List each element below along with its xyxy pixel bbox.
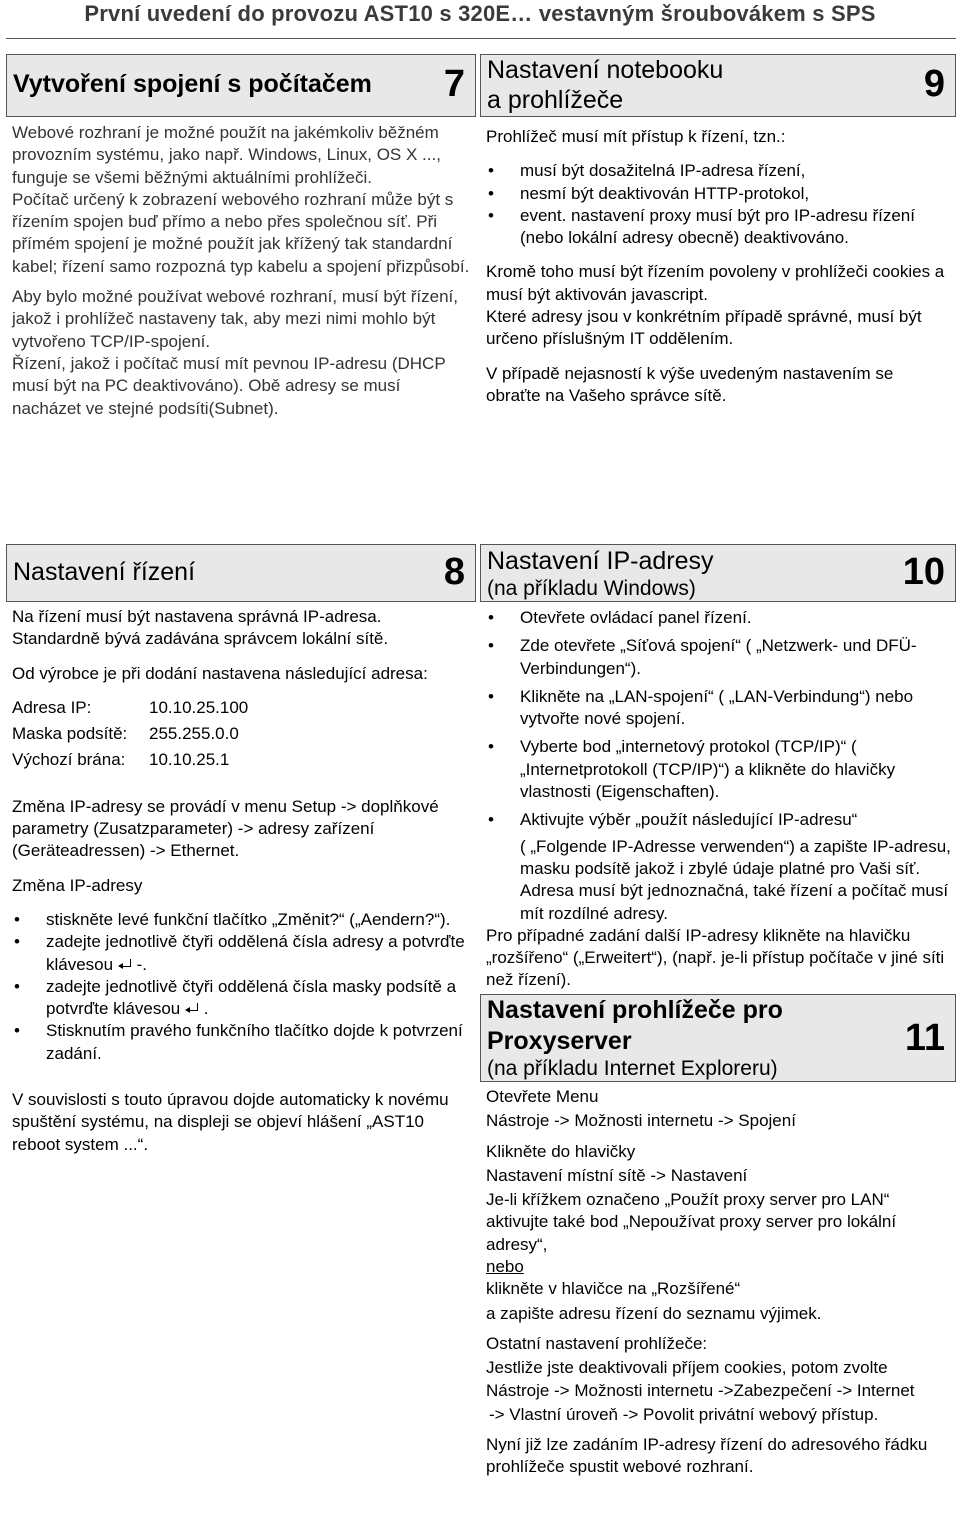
section-8-para-2: Od výrobce je při dodání nastavena následující adresa: <box>12 663 428 683</box>
section-8-para-4: Změna IP-adresy <box>12 875 143 895</box>
section-7-para-4: Řízení, jakož i počítač musí mít pevnou IP-adresu (DHCP musí být na PC deaktivováno). Obě adresy se musí nacházet ve stejné podsíti(Subnet). <box>12 353 446 418</box>
list-item-text: zadejte jednotlivě čtyři oddělená čísla masky podsítě a potvrďte klávesou <box>46 976 457 1019</box>
section-7-body <box>12 122 472 420</box>
subnet-mask-row <box>12 723 472 745</box>
list-item-text-end: -. <box>136 954 147 974</box>
section-9-number: 9 <box>923 63 945 105</box>
section-8-steps-list <box>12 909 472 1065</box>
section-9-intro: Prohlížeč musí mít přístup k řízení, tzn.: <box>486 127 786 146</box>
section-9-body <box>486 126 952 407</box>
section-11-line-9: Ostatní nastavení prohlížeče: <box>486 1333 708 1353</box>
section-7-header <box>6 54 476 117</box>
section-8-para-5: V souvislosti s touto úpravou dojde automaticky k novému spuštění systému, na displeji se objeví hlášení „AST10 reboot system ...“. <box>12 1090 449 1154</box>
section-10-header <box>480 544 956 602</box>
section-10-subtitle: (na příkladu Windows) <box>487 577 696 600</box>
section-11-line-6: nebo <box>486 1257 524 1277</box>
section-10-title: Nastavení IP-adresy <box>487 547 714 575</box>
section-8-para-3: Změna IP-adresy se provádí v menu Setup -> doplňkové parametry (Zusatzparameter) -> adresy zařízení (Geräteadressen) -> Ethernet. <box>12 796 439 861</box>
section-11-line-3: Klikněte do hlavičky <box>486 1141 636 1161</box>
section-11-line-8: a zapište adresu řízení do seznamu výjimek. <box>486 1303 822 1323</box>
gateway-row <box>12 749 472 771</box>
list-item: • musí být dosažitelná IP-adresa řízení, <box>486 160 952 182</box>
list-item: • Stisknutím pravého funkčního tlačítko dojde k potvrzení zadání. <box>12 1020 472 1065</box>
top-rule <box>6 38 956 39</box>
list-item <box>12 976 472 1021</box>
section-11-line-7: klikněte v hlavičce na „Rozšířené“ <box>486 1279 741 1299</box>
section-10-steps-list <box>486 607 952 832</box>
section-10 <box>480 544 956 994</box>
list-item <box>12 931 472 976</box>
section-9-title-line-1: Nastavení notebooku <box>487 56 724 84</box>
section-8-para-1: Na řízení musí být nastavena správná IP-adresa. Standardně bývá zadávána správcem lokální sítě. <box>12 607 389 649</box>
enter-key-icon <box>185 1003 199 1015</box>
section-7-para-1: Webové rozhraní je možné použít na jakémkoliv běžném provozním systému, jako např. Windows, Linux, OS X ..., funguje se všemi běžnými aktuálními prohlížeči. <box>12 123 441 187</box>
section-10-number: 10 <box>902 551 945 593</box>
section-9-para-3: V případě nejasností k výše uvedeným nastavením se obraťte na Vašeho správce sítě. <box>486 363 894 405</box>
section-9-title-line-2: a prohlížeče <box>487 86 624 114</box>
section-9-header <box>480 54 956 117</box>
section-11-header <box>480 994 956 1082</box>
section-11-line-1: Otevřete Menu <box>486 1087 599 1106</box>
list-item: • stiskněte levé funkční tlačítko „Změnit?“ („Aendern?“). <box>12 909 472 931</box>
list-item: • nesmí být deaktivován HTTP-protokol, <box>486 183 952 205</box>
section-7-number: 7 <box>443 63 465 105</box>
section-9-para-2: Které adresy jsou v konkrétním případě správné, musí být určeno příslušným IT oddělením. <box>486 307 922 349</box>
ip-address-value: 10.10.25.100 <box>149 697 249 717</box>
section-11-line-12: Nyní již lze zadáním IP-adresy řízení do adresového řádku prohlížeče spustit webové rozhraní. <box>486 1435 928 1477</box>
list-item: • Zde otevřete „Síťová spojení“ ( „Netzwerk- und DFÜ-Verbindungen“). <box>486 635 952 680</box>
section-8-number: 8 <box>443 551 465 593</box>
section-11-number: 11 <box>904 1017 945 1059</box>
section-8-body <box>12 606 472 1156</box>
section-7-para-3: Aby bylo možné používat webové rozhraní, musí být řízení, jakož i prohlížeč nastaveny tak, aby mezi nimi mohlo být vytvořeno TCP/IP-spojení. <box>12 287 458 351</box>
gateway-label: Výchozí brána: <box>12 750 126 770</box>
section-11-line-5: Je-li křížkem označeno „Použít proxy server pro LAN“ aktivujte také bod „Nepoužívat proxy server pro lokální adresy“, <box>486 1190 897 1254</box>
list-item-text: zadejte jednotlivě čtyři oddělená čísla adresy a potvrďte klávesou <box>46 932 465 974</box>
ip-address-label: Adresa IP: <box>12 697 92 717</box>
section-10-body <box>486 607 952 992</box>
section-11-line-10: Jestliže jste deaktivovali příjem cookies, potom zvolte Nástroje -> Možnosti internetu ->Zabezpečení -> Internet <box>486 1358 915 1400</box>
list-item: • Vyberte bod „internetový protokol (TCP/IP)“ ( „Internetprotokoll (TCP/IP)“) a klikněte do hlavičky vlastnosti (Eigenschaften). <box>486 736 952 803</box>
section-11-subtitle: (na příkladu Internet Exploreru) <box>487 1057 778 1080</box>
ip-address-row <box>12 697 472 719</box>
subnet-mask-value: 255.255.0.0 <box>149 724 239 744</box>
list-item: • event. nastavení proxy musí být pro IP-adresu řízení (nebo lokální adresy obecně) deaktivováno. <box>486 205 952 250</box>
section-10-para: Pro případné zadání další IP-adresy klikněte na hlavičku „rozšířeno“ („Erweitert“), (např. je-li přístup počítače v jiné síti než řízení). <box>486 925 945 990</box>
section-9-para-1: Kromě toho musí být řízením povoleny v prohlížeči cookies a musí být aktivován javascript. <box>486 262 945 304</box>
section-8-header <box>6 544 476 602</box>
section-8 <box>6 544 476 1510</box>
section-11 <box>480 994 956 1510</box>
section-7-title: Vytvoření spojení s počítačem <box>13 70 372 98</box>
section-7 <box>6 54 476 464</box>
section-11-line-4: Nastavení místní sítě -> Nastavení <box>486 1165 748 1185</box>
list-item: • Otevřete ovládací panel řízení. <box>486 607 952 629</box>
list-item: • Aktivujte výběr „použít následující IP-adresu“ <box>486 809 952 831</box>
page-title: První uvedení do provozu AST10 s 320E… vestavným šroubovákem s SPS <box>84 1 876 26</box>
enter-key-icon <box>118 959 132 971</box>
section-11-line-2: Nástroje -> Možnosti internetu -> Spojení <box>486 1111 796 1131</box>
list-item-text-end: . <box>203 999 209 1019</box>
section-7-para-2: Počítač určený k zobrazení webového rozhraní může být s řízením spojen buď přímo a nebo přes společnou síť. Při přímém spojení je možné použít jak křížený tak standardní kabel; řízení samo rozpozná typ kabelu a spojení přizpůsobí. <box>12 189 470 276</box>
section-9 <box>480 54 956 464</box>
gateway-value: 10.10.25.1 <box>149 750 230 770</box>
list-item-continuation: ( „Folgende IP-Adresse verwenden“) a zapište IP-adresu, masku podsítě jakož i zbylé údaje platné pro Vaši síť. Adresa musí být jednoznačná, také řízení a počítač musí mít rozdílné adresy. <box>520 836 951 923</box>
section-11-title-line-1: Nastavení prohlížeče pro <box>487 996 783 1024</box>
section-11-line-11: -> Vlastní úroveň -> Povolit privátní webový přístup. <box>489 1404 879 1424</box>
list-item: • Klikněte na „LAN-spojení“ ( „LAN-Verbindung“) nebo vytvořte nové spojení. <box>486 686 952 731</box>
section-9-requirements-list <box>486 160 952 249</box>
section-11-title-line-2: Proxyserver <box>487 1027 632 1055</box>
section-8-title: Nastavení řízení <box>13 558 196 586</box>
section-11-body <box>486 1086 952 1479</box>
subnet-mask-label: Maska podsítě: <box>12 724 128 744</box>
